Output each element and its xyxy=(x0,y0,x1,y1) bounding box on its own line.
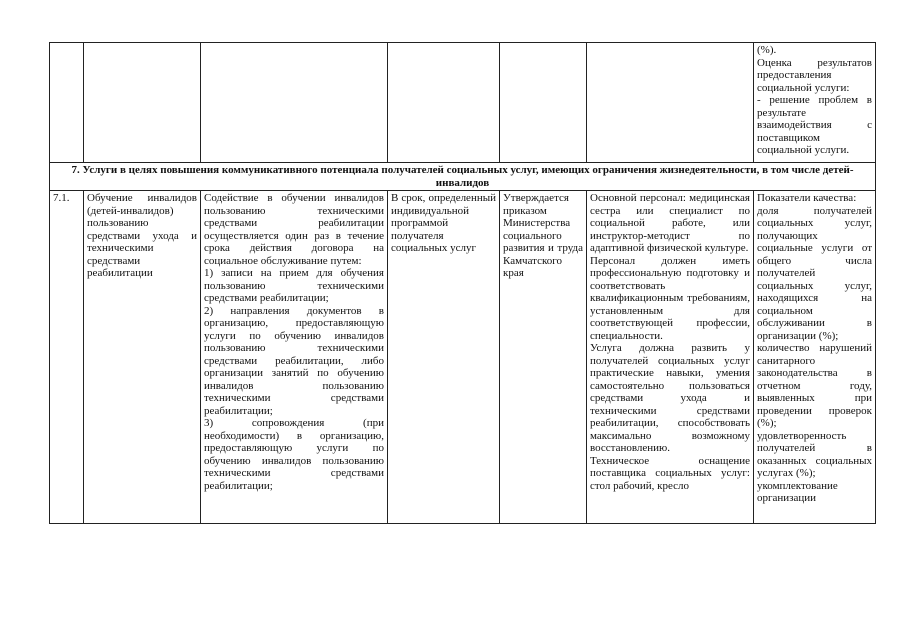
row-number: 7.1. xyxy=(50,191,84,524)
empty-cell xyxy=(84,43,201,163)
table-row xyxy=(50,191,876,524)
services-table xyxy=(49,42,876,524)
empty-cell xyxy=(500,43,587,163)
empty-cell xyxy=(50,43,84,163)
empty-cell xyxy=(201,43,388,163)
section-title: 7. Услуги в целях повышения коммуникативного потенциала получателей социальных услуг, имеющих ограничения жизнедеятельности, в том числе детей-инвалидов xyxy=(50,163,876,191)
quality-indicators: Показатели качества: доля получателей социальных услуг, получающих социальные услуги от общего числа получателей социальных услуг, находящихся на социальном обслуживании в организации (%); количество нарушений санитарного законодательства в отчетном году, выявленных при проведении проверок (%); удовлетворенность получателей в оказанных социальных услугах (%); укомплектование организации xyxy=(754,191,876,524)
table-row-continued xyxy=(50,43,876,163)
service-term: В срок, определенный индивидуальной программой получателя социальных услуг xyxy=(388,191,500,524)
tariff-approval: Утверждается приказом Министерства социального развития и труда Камчатского края xyxy=(500,191,587,524)
quality-evaluation-cell: (%). Оценка результатов предоставления социальной услуги: - решение проблем в результате взаимодействия с поставщиком социальной услуги. xyxy=(754,43,876,163)
empty-cell xyxy=(388,43,500,163)
service-name: Обучение инвалидов (детей-инвалидов) пользованию средствами ухода и техническими средствами реабилитации xyxy=(84,191,201,524)
service-conditions: Основной персонал: медицинская сестра или специалист по социальной работе, или инструктор-методист по адаптивной физической культуре. Персонал должен иметь профессиональную подготовку и соответствовать квалификационным требованиям, установленным для соответствующей профессии, специальности. Услуга должна развить у получателей социальных услуг практические навыки, умения самостоятельно пользоваться средствами ухода и техническими средствами реабилитации, способствовать максимально возможному восстановлению. Техническое оснащение поставщика социальных услуг: стол рабочий, кресло xyxy=(587,191,754,524)
empty-cell xyxy=(587,43,754,163)
service-description: Содействие в обучении инвалидов пользованию техническими средствами реабилитации осуществляется один раз в течение срока действия договора на социальное обслуживание путем: 1) записи на прием для обучения пользованию техническими средствами реабилитации; 2) направления документов в организацию, предоставляющую услуги по обучению инвалидов пользованию техническими средствами реабилитации, либо организации занятий по обучению инвалидов пользованию техническими средствами реабилитации; 3) сопровождения (при необходимости) в организацию, предоставляющую услуги по обучению инвалидов пользованию техническими средствами реабилитации; xyxy=(201,191,388,524)
section-header-row xyxy=(50,163,876,191)
